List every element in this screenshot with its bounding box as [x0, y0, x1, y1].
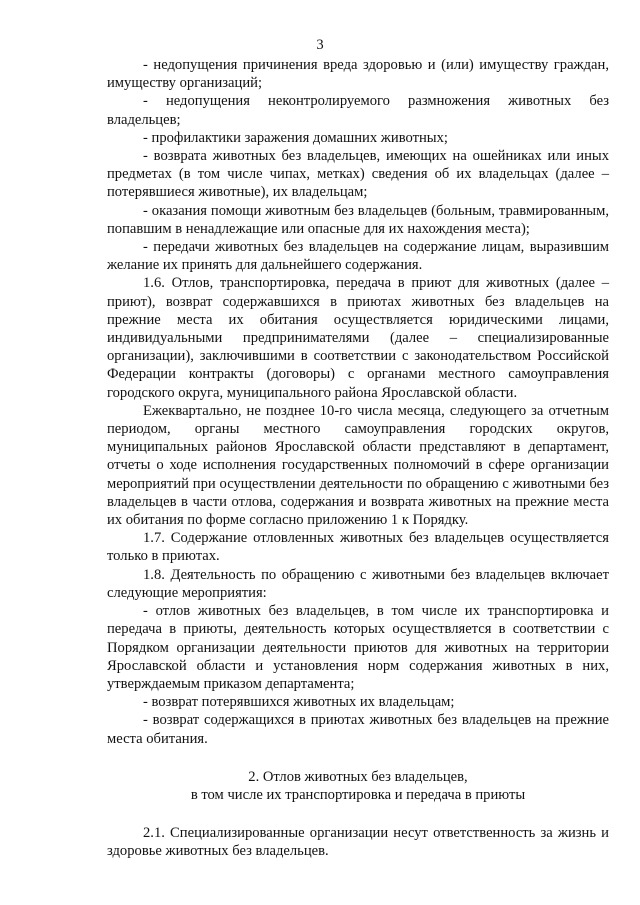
paragraph: - недопущения неконтролируемого размножения животных без владельцев;	[107, 93, 609, 128]
section-heading-line: 2. Отлов животных без владельцев,	[248, 768, 468, 785]
paragraph: 1.6. Отлов, транспортировка, передача в приют для животных (далее – приют), возврат содержавшихся в приютах животных без владельцев на прежние места их обитания осуществляется юридическими лицами, индивидуальными предпринимателями (далее – специализированные организации), заключившими в соответствии с законодательством Российской Федерации контракты (договоры) с органами местного самоуправления городского округа, муниципального района Ярославской области.	[107, 275, 609, 401]
paragraph: 1.8. Деятельность по обращению с животными без владельцев включает следующие мероприятия:	[107, 566, 609, 601]
paragraph: - возврат потерявшихся животных их владельцам;	[143, 694, 455, 711]
paragraph: - возврат содержащихся в приютах животных без владельцев на прежние места обитания.	[107, 712, 609, 747]
paragraph: - передачи животных без владельцев на содержание лицам, выразившим желание их принять для дальнейшего содержания.	[107, 239, 609, 274]
document-body	[107, 56, 609, 861]
paragraph: - возврата животных без владельцев, имеющих на ошейниках или иных предметах (в том числе чипах, метках) сведения об их владельцах (далее – потерявшиеся животные), их владельцам;	[107, 148, 609, 201]
paragraph: 1.7. Содержание отловленных животных без владельцев осуществляется только в приютах.	[107, 530, 609, 565]
paragraph: 2.1. Специализированные организации несут ответственность за жизнь и здоровье животных без владельцев.	[107, 825, 609, 860]
paragraph: Ежеквартально, не позднее 10-го числа месяца, следующего за отчетным периодом, органы местного самоуправления городских округов, муниципальных районов Ярославской области представляют в департамент, отчеты о ходе исполнения государственных полномочий в сфере организации мероприятий при осуществлении деятельности по обращению с животными без владельцев в части отлова, содержания и возврата животных на прежние места их обитания по форме согласно приложению 1 к Порядку.	[107, 402, 609, 529]
paragraph: - профилактики заражения домашних животных;	[143, 129, 448, 146]
page-number: 3	[316, 37, 324, 53]
paragraph: - недопущения причинения вреда здоровью и (или) имуществу граждан, имуществу организаций;	[107, 57, 609, 92]
paragraph: - отлов животных без владельцев, в том числе их транспортировка и передача в приюты, деятельность которых осуществляется в соответствии с Порядком организации деятельности приютов для животных на территории Ярославской области и установления норм содержания животных в них, утверждаемым приказом департамента;	[107, 603, 609, 692]
section-heading	[107, 768, 609, 804]
paragraph: - оказания помощи животным без владельцев (больным, травмированным, попавшим в ненадлежащие или опасные для их нахождения места);	[107, 202, 609, 237]
section-heading-line: в том числе их транспортировка и передача в приюты	[190, 786, 526, 803]
